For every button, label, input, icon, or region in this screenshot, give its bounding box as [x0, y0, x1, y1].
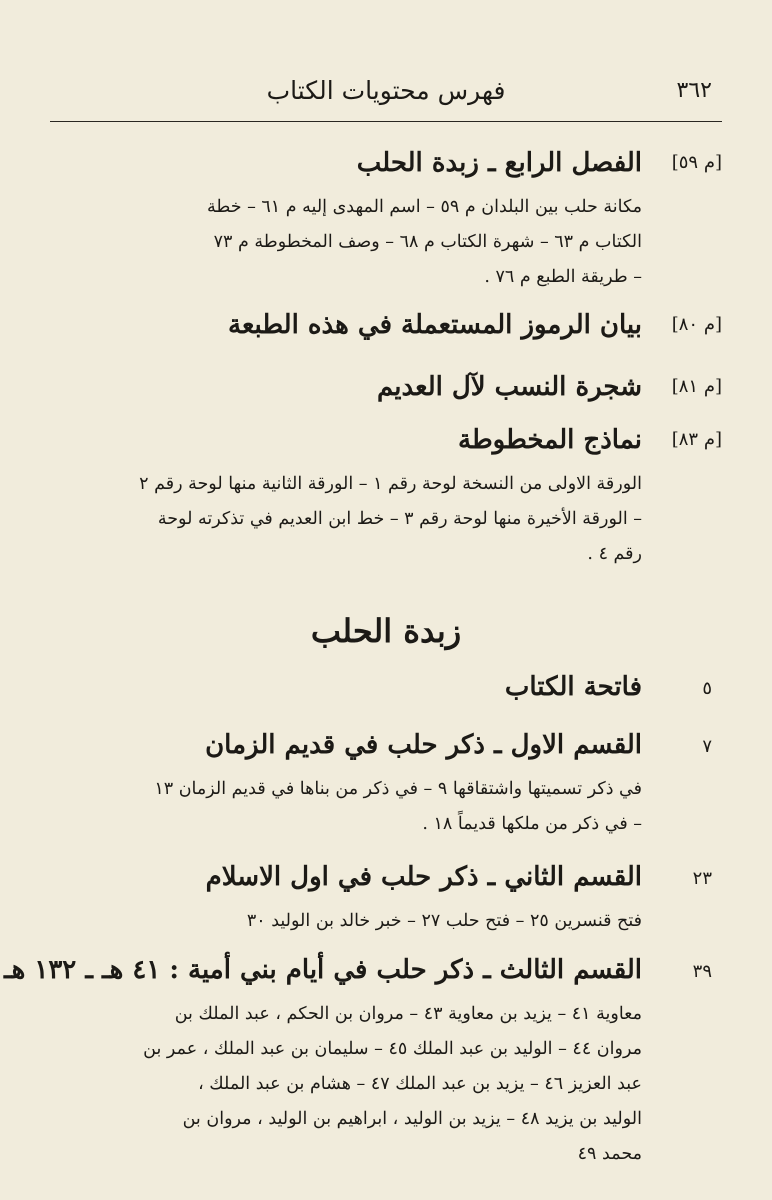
subtopic-line: الورقة الاولى من النسخة لوحة رقم ١ – الورقة الثانية منها لوحة رقم ٢	[139, 474, 642, 494]
entry-title: بيان الرموز المستعملة في هذه الطبعة	[228, 310, 642, 340]
toc-entry	[40, 672, 722, 712]
subtopic-line: – طريقة الطبع م ٧٦ .	[484, 267, 642, 287]
entry-title: القسم الثاني ـ ذكر حلب في اول الاسلام	[205, 862, 642, 892]
entry-page-number: ٣٩	[692, 961, 712, 982]
entry-subtopics	[40, 997, 642, 1172]
subtopic-line: الكتاب م ٦٣ – شهرة الكتاب م ٦٨ – وصف المخطوطة م ٧٣	[213, 232, 642, 252]
entry-ref: [م ٥٩]	[671, 152, 722, 173]
subtopic-line: في ذكر تسميتها واشتقاقها ٩ – في ذكر من بناها في قديم الزمان ١٣	[154, 779, 642, 799]
page-header	[50, 70, 722, 120]
subtopic-line: رقم ٤ .	[587, 544, 642, 564]
entry-title: القسم الثالث ـ ذكر حلب في أيام بني أمية : ٤١ هـ ـ ١٣٢ هـ	[3, 955, 642, 985]
entry-title: القسم الاول ـ ذكر حلب في قديم الزمان	[205, 730, 642, 760]
subtopic-line: محمد ٤٩	[577, 1144, 642, 1164]
subtopic-line: – في ذكر من ملكها قديماً ١٨ .	[422, 814, 642, 834]
toc-entry	[40, 862, 722, 942]
toc-entry	[40, 310, 722, 350]
entry-title: نماذج المخطوطة	[458, 425, 642, 455]
toc-entry	[40, 730, 722, 840]
entry-ref: [م ٨٠]	[671, 314, 722, 335]
subtopic-line: الوليد بن يزيد ٤٨ – يزيد بن الوليد ، ابراهيم بن الوليد ، مروان بن	[182, 1109, 642, 1129]
entry-page-number: ٥	[702, 678, 712, 699]
entry-title: الفصل الرابع ـ زبدة الحلب	[356, 148, 642, 178]
subtopic-line: مكانة حلب بين البلدان م ٥٩ – اسم المهدى إليه م ٦١ – خطة	[206, 197, 642, 217]
entry-page-number: ٧	[702, 736, 712, 757]
toc-entry	[3, 955, 722, 1185]
entry-page-number: ٢٣	[692, 868, 712, 889]
subtopic-line: معاوية ٤١ – يزيد بن معاوية ٤٣ – مروان بن الحكم ، عبد الملك بن	[174, 1004, 642, 1024]
subtopic-line: – الورقة الأخيرة منها لوحة رقم ٣ – خط ابن العديم في تذكرته لوحة	[157, 509, 642, 529]
entry-title: فاتحة الكتاب	[504, 672, 642, 702]
subtopic-line: عبد العزيز ٤٦ – يزيد بن عبد الملك ٤٧ – هشام بن عبد الملك ،	[198, 1074, 642, 1094]
entry-subtopics	[40, 467, 642, 572]
entry-ref: [م ٨٣]	[671, 429, 722, 450]
subtopic-line: مروان ٤٤ – الوليد بن عبد الملك ٤٥ – سليمان بن عبد الملك ، عمر بن	[143, 1039, 642, 1059]
entry-title: شجرة النسب لآل العديم	[376, 372, 642, 402]
page-number: ٣٦٢	[676, 78, 712, 103]
header-rule	[50, 121, 722, 122]
toc-entry	[40, 425, 722, 575]
entry-ref: [م ٨١]	[671, 376, 722, 397]
subtopic-line: فتح قنسرين ٢٥ – فتح حلب ٢٧ – خبر خالد بن الوليد ٣٠	[246, 911, 642, 931]
entry-subtopics	[40, 190, 642, 295]
entry-subtopics	[40, 904, 642, 939]
running-title: فهرس محتويات الكتاب	[266, 76, 506, 105]
section-heading: زبدة الحلب	[310, 612, 462, 650]
toc-entry	[40, 148, 722, 298]
toc-entry	[40, 372, 722, 412]
entry-subtopics	[40, 772, 642, 842]
